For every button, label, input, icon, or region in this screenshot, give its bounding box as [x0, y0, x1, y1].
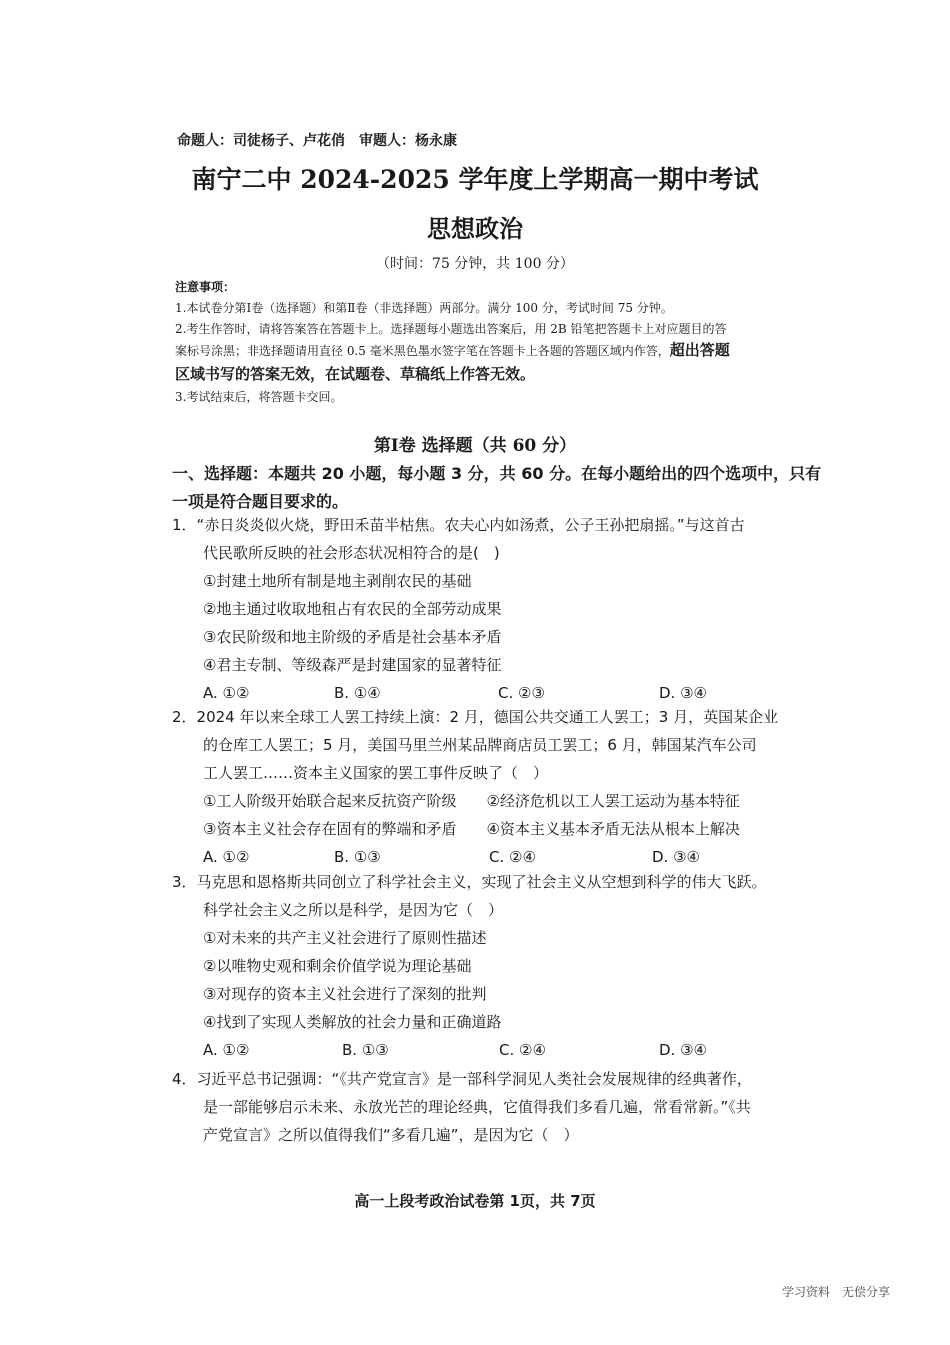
question-item: ①对未来的共产主义社会进行了原则性描述	[203, 929, 487, 947]
option-c: C. ②④	[499, 1041, 546, 1059]
option-c: C. ②④	[489, 848, 536, 866]
question-stem-line: 4．习近平总书记强调：“《共产党宣言》是一部科学洞见人类社会发展规律的经典著作，	[172, 1070, 752, 1088]
notes-item-3: 3.考试结束后，将答题卡交回。	[175, 390, 343, 404]
question-stem-line: 3．马克思和恩格斯共同创立了科学社会主义，实现了社会主义从空想到科学的伟大飞跃。	[172, 873, 767, 891]
corner-watermark: 学习资料 无偿分享	[781, 1285, 890, 1299]
question-item: ①封建土地所有制是地主剥削农民的基础	[203, 572, 472, 590]
option-a: A. ①②	[203, 848, 250, 866]
question-item: ③对现存的资本主义社会进行了深刻的批判	[203, 985, 487, 1003]
notes-heading: 注意事项：	[175, 280, 236, 294]
question-3	[172, 868, 812, 1064]
question-item: ③资本主义社会存在固有的弊端和矛盾 ④资本主义基本矛盾无法从根本上解决	[203, 820, 740, 838]
option-a: A. ①②	[203, 1041, 250, 1059]
question-item: ①工人阶级开始联合起来反抗资产阶级 ②经济危机以工人罢工运动为基本特征	[203, 792, 740, 810]
question-item: ④君主专制、等级森严是封建国家的显著特征	[203, 656, 502, 674]
option-a: A. ①②	[203, 684, 250, 702]
page-footer: 高一上段考政治试卷第 1页，共 7页	[354, 1192, 596, 1210]
question-item: ④找到了实现人类解放的社会力量和正确道路	[203, 1013, 502, 1031]
section-intro-line-1: 一、选择题：本题共 20 小题，每小题 3 分，共 60 分。在每小题给出的四个选项中，只有	[172, 464, 822, 483]
question-1	[172, 511, 812, 707]
question-item: ③农民阶级和地主阶级的矛盾是社会基本矛盾	[203, 628, 502, 646]
exam-title: 南宁二中 2024-2025 学年度上学期高一期中考试	[191, 165, 759, 194]
question-stem-line: 的仓库工人罢工；5 月，美国马里兰州某品牌商店员工罢工；6 月，韩国某汽车公司	[203, 736, 757, 754]
option-b: B. ①③	[334, 848, 381, 866]
notes-item-2b-bold: 超出答题	[669, 341, 730, 359]
answer-options	[172, 1036, 812, 1064]
author-line: 命题人：司徒杨子、卢花俏 审题人：杨永康	[177, 133, 457, 149]
subject-title: 思想政治	[427, 214, 523, 243]
question-item: ②以唯物史观和剩余价值学说为理论基础	[203, 957, 472, 975]
question-stem-line: 代民歌所反映的社会形态状况相符合的是( )	[203, 544, 500, 562]
option-d: D. ③④	[659, 1041, 707, 1059]
question-stem-line: 产党宣言》之所以值得我们“多看几遍”，是因为它（ ）	[203, 1126, 579, 1144]
exam-time: （时间：75 分钟，共 100 分）	[376, 256, 574, 272]
notes-item-2a: 2.考生作答时，请将答案答在答题卡上。选择题每小题选出答案后，用 2B 铅笔把答题卡上对应题目的答	[175, 322, 727, 336]
option-d: D. ③④	[659, 684, 707, 702]
section-intro	[172, 460, 821, 516]
question-item: ②地主通过收取地租占有农民的全部劳动成果	[203, 600, 502, 618]
question-stem-line: 1．“赤日炎炎似火烧，野田禾苗半枯焦。农夫心内如汤煮，公子王孙把扇摇。”与这首古	[172, 516, 745, 534]
option-c: C. ②③	[498, 684, 545, 702]
question-2	[172, 703, 812, 871]
notes-item-2c: 区域书写的答案无效，在试题卷、草稿纸上作答无效。	[175, 365, 536, 383]
answer-options	[172, 843, 812, 871]
notes-item-2b-text: 案标号涂黑；非选择题请用直径 0.5 毫米黑色墨水签字笔在答题卡上各题的答题区域内作答，	[175, 344, 670, 358]
question-stem-line: 是一部能够启示未来、永放光芒的理论经典，它值得我们多看几遍，常看常新。”《共	[203, 1098, 751, 1116]
question-stem-line: 工人罢工……资本主义国家的罢工事件反映了（ ）	[203, 764, 549, 782]
option-b: B. ①④	[334, 684, 381, 702]
question-stem-line: 科学社会主义之所以是科学，是因为它（ ）	[203, 901, 504, 919]
notes-block	[175, 277, 805, 408]
option-b: B. ①③	[342, 1041, 389, 1059]
question-4	[172, 1065, 812, 1149]
notes-item-1: 1.本试卷分第Ⅰ卷（选择题）和第Ⅱ卷（非选择题）两部分。满分 100 分，考试时间 75 分钟。	[175, 301, 673, 315]
part-title: 第Ⅰ卷 选择题（共 60 分）	[373, 436, 577, 456]
option-d: D. ③④	[652, 848, 700, 866]
notes-item-2b	[175, 340, 805, 362]
section-intro-line-2: 一项是符合题目要求的。	[172, 492, 349, 511]
question-stem-line: 2．2024 年以来全球工人罢工持续上演：2 月，德国公共交通工人罢工；3 月，英国某企业	[172, 708, 779, 726]
